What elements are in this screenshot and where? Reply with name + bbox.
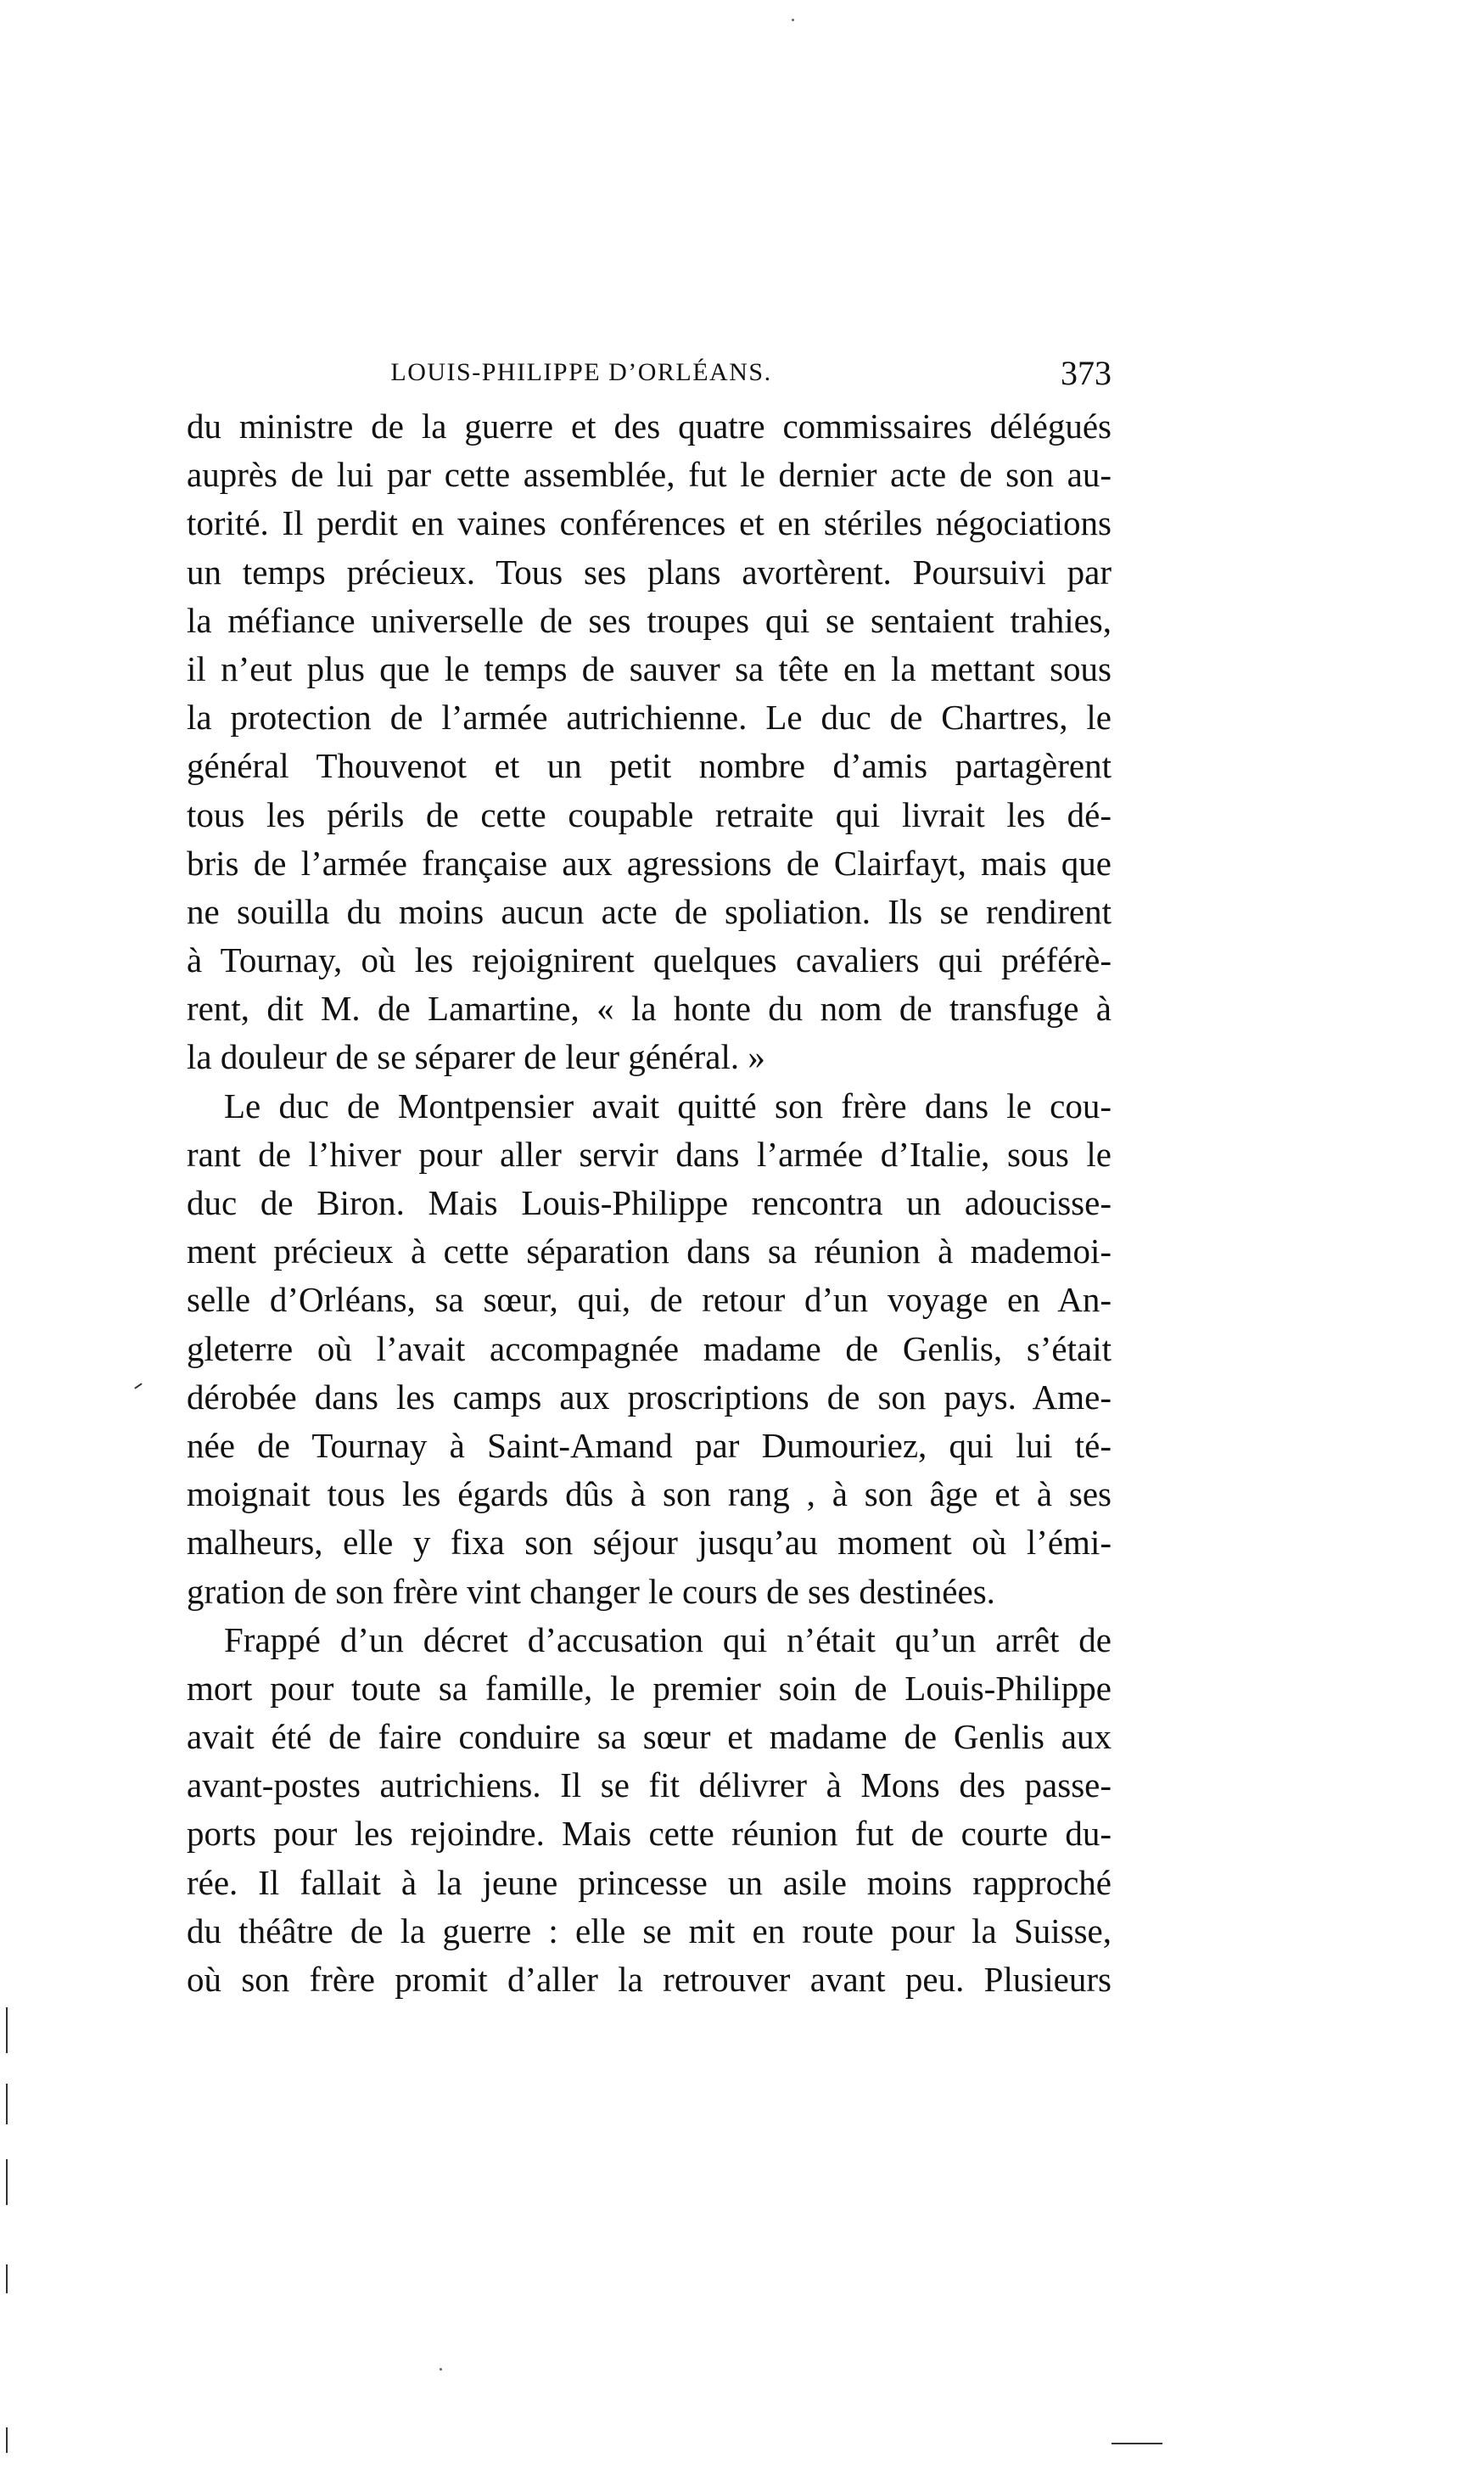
- text-line: où son frère promit d’aller la retrouver avant peu. Plusieurs: [187, 1960, 1112, 1999]
- text-line: rée. Il fallait à la jeune princesse un asile moins rapproché: [187, 1862, 1112, 1902]
- running-head: [187, 356, 1112, 399]
- text-line: née de Tournay à Saint-Amand par Dumouriez, qui lui té-: [187, 1425, 1112, 1465]
- scan-stray-mark: [134, 1383, 142, 1389]
- text-line: Frappé d’un décret d’accusation qui n’était qu’un arrêt de: [224, 1619, 1112, 1659]
- text-line: ports pour les rejoindre. Mais cette réunion fut de courte du-: [187, 1814, 1112, 1854]
- text-line: rant de l’hiver pour aller servir dans l’armée d’Italie, sous le: [187, 1134, 1112, 1174]
- text-line: gleterre où l’avait accompagnée madame de Genlis, s’était: [187, 1328, 1112, 1368]
- scan-edge-mark: [6, 2084, 8, 2124]
- scan-edge-mark: [1112, 2443, 1162, 2444]
- text-line: dérobée dans les camps aux proscriptions de son pays. Ame-: [187, 1377, 1112, 1417]
- body-text: [187, 402, 1112, 2004]
- text-line: du ministre de la guerre et des quatre commissaires délégués: [187, 407, 1112, 446]
- text-line: la douleur de se séparer de leur général. »: [187, 1037, 765, 1077]
- text-line: ne souilla du moins aucun acte de spoliation. Ils se rendirent: [187, 891, 1112, 931]
- text-line: la méfiance universelle de ses troupes qui se sentaient trahies,: [187, 600, 1112, 640]
- scan-edge-mark: [6, 2427, 8, 2453]
- text-line: avant-postes autrichiens. Il se fit délivrer à Mons des passe-: [187, 1765, 1112, 1805]
- scan-edge-mark: [6, 2159, 8, 2205]
- text-line: auprès de lui par cette assemblée, fut le dernier acte de son au-: [187, 455, 1112, 495]
- text-line: tous les périls de cette coupable retraite qui livrait les dé-: [187, 794, 1112, 834]
- text-line: gration de son frère vint changer le cours de ses destinées.: [187, 1571, 995, 1611]
- text-line: torité. Il perdit en vaines conférences et en stériles négociations: [187, 503, 1112, 543]
- scan-edge-mark: [6, 2264, 8, 2293]
- text-line: du théâtre de la guerre : elle se mit en route pour la Suisse,: [187, 1911, 1112, 1950]
- running-title: LOUIS-PHILIPPE D’ORLÉANS.: [390, 358, 772, 386]
- scan-speck: [440, 2368, 442, 2371]
- text-line: mort pour toute sa famille, le premier soin de Louis-Philippe: [187, 1668, 1112, 1708]
- text-line: selle d’Orléans, sa sœur, qui, de retour d’un voyage en An-: [187, 1280, 1112, 1320]
- text-line: la protection de l’armée autrichienne. Le duc de Chartres, le: [187, 698, 1112, 738]
- text-line: malheurs, elle y fixa son séjour jusqu’au moment où l’émi-: [187, 1523, 1112, 1563]
- text-line: général Thouvenot et un petit nombre d’amis partagèrent: [187, 746, 1112, 786]
- scan-speck: [792, 19, 794, 21]
- text-line: avait été de faire conduire sa sœur et madame de Genlis aux: [187, 1717, 1112, 1757]
- text-line: il n’eut plus que le temps de sauver sa tête en la mettant sous: [187, 648, 1112, 688]
- scan-edge-mark: [6, 2007, 8, 2053]
- text-line: à Tournay, où les rejoignirent quelques cavaliers qui préférè-: [187, 940, 1112, 980]
- text-line: un temps précieux. Tous ses plans avortèrent. Poursuivi par: [187, 552, 1112, 592]
- text-line: moignait tous les égards dûs à son rang , à son âge et à ses: [187, 1474, 1112, 1514]
- text-line: Le duc de Montpensier avait quitté son frère dans le cou-: [224, 1086, 1112, 1125]
- text-line: duc de Biron. Mais Louis-Philippe rencontra un adoucisse-: [187, 1183, 1112, 1222]
- text-line: bris de l’armée française aux agressions de Clairfayt, mais que: [187, 843, 1112, 883]
- text-line: ment précieux à cette séparation dans sa réunion à mademoi-: [187, 1232, 1112, 1271]
- page-number: 373: [1061, 354, 1112, 392]
- text-line: rent, dit M. de Lamartine, « la honte du nom de transfuge à: [187, 989, 1112, 1029]
